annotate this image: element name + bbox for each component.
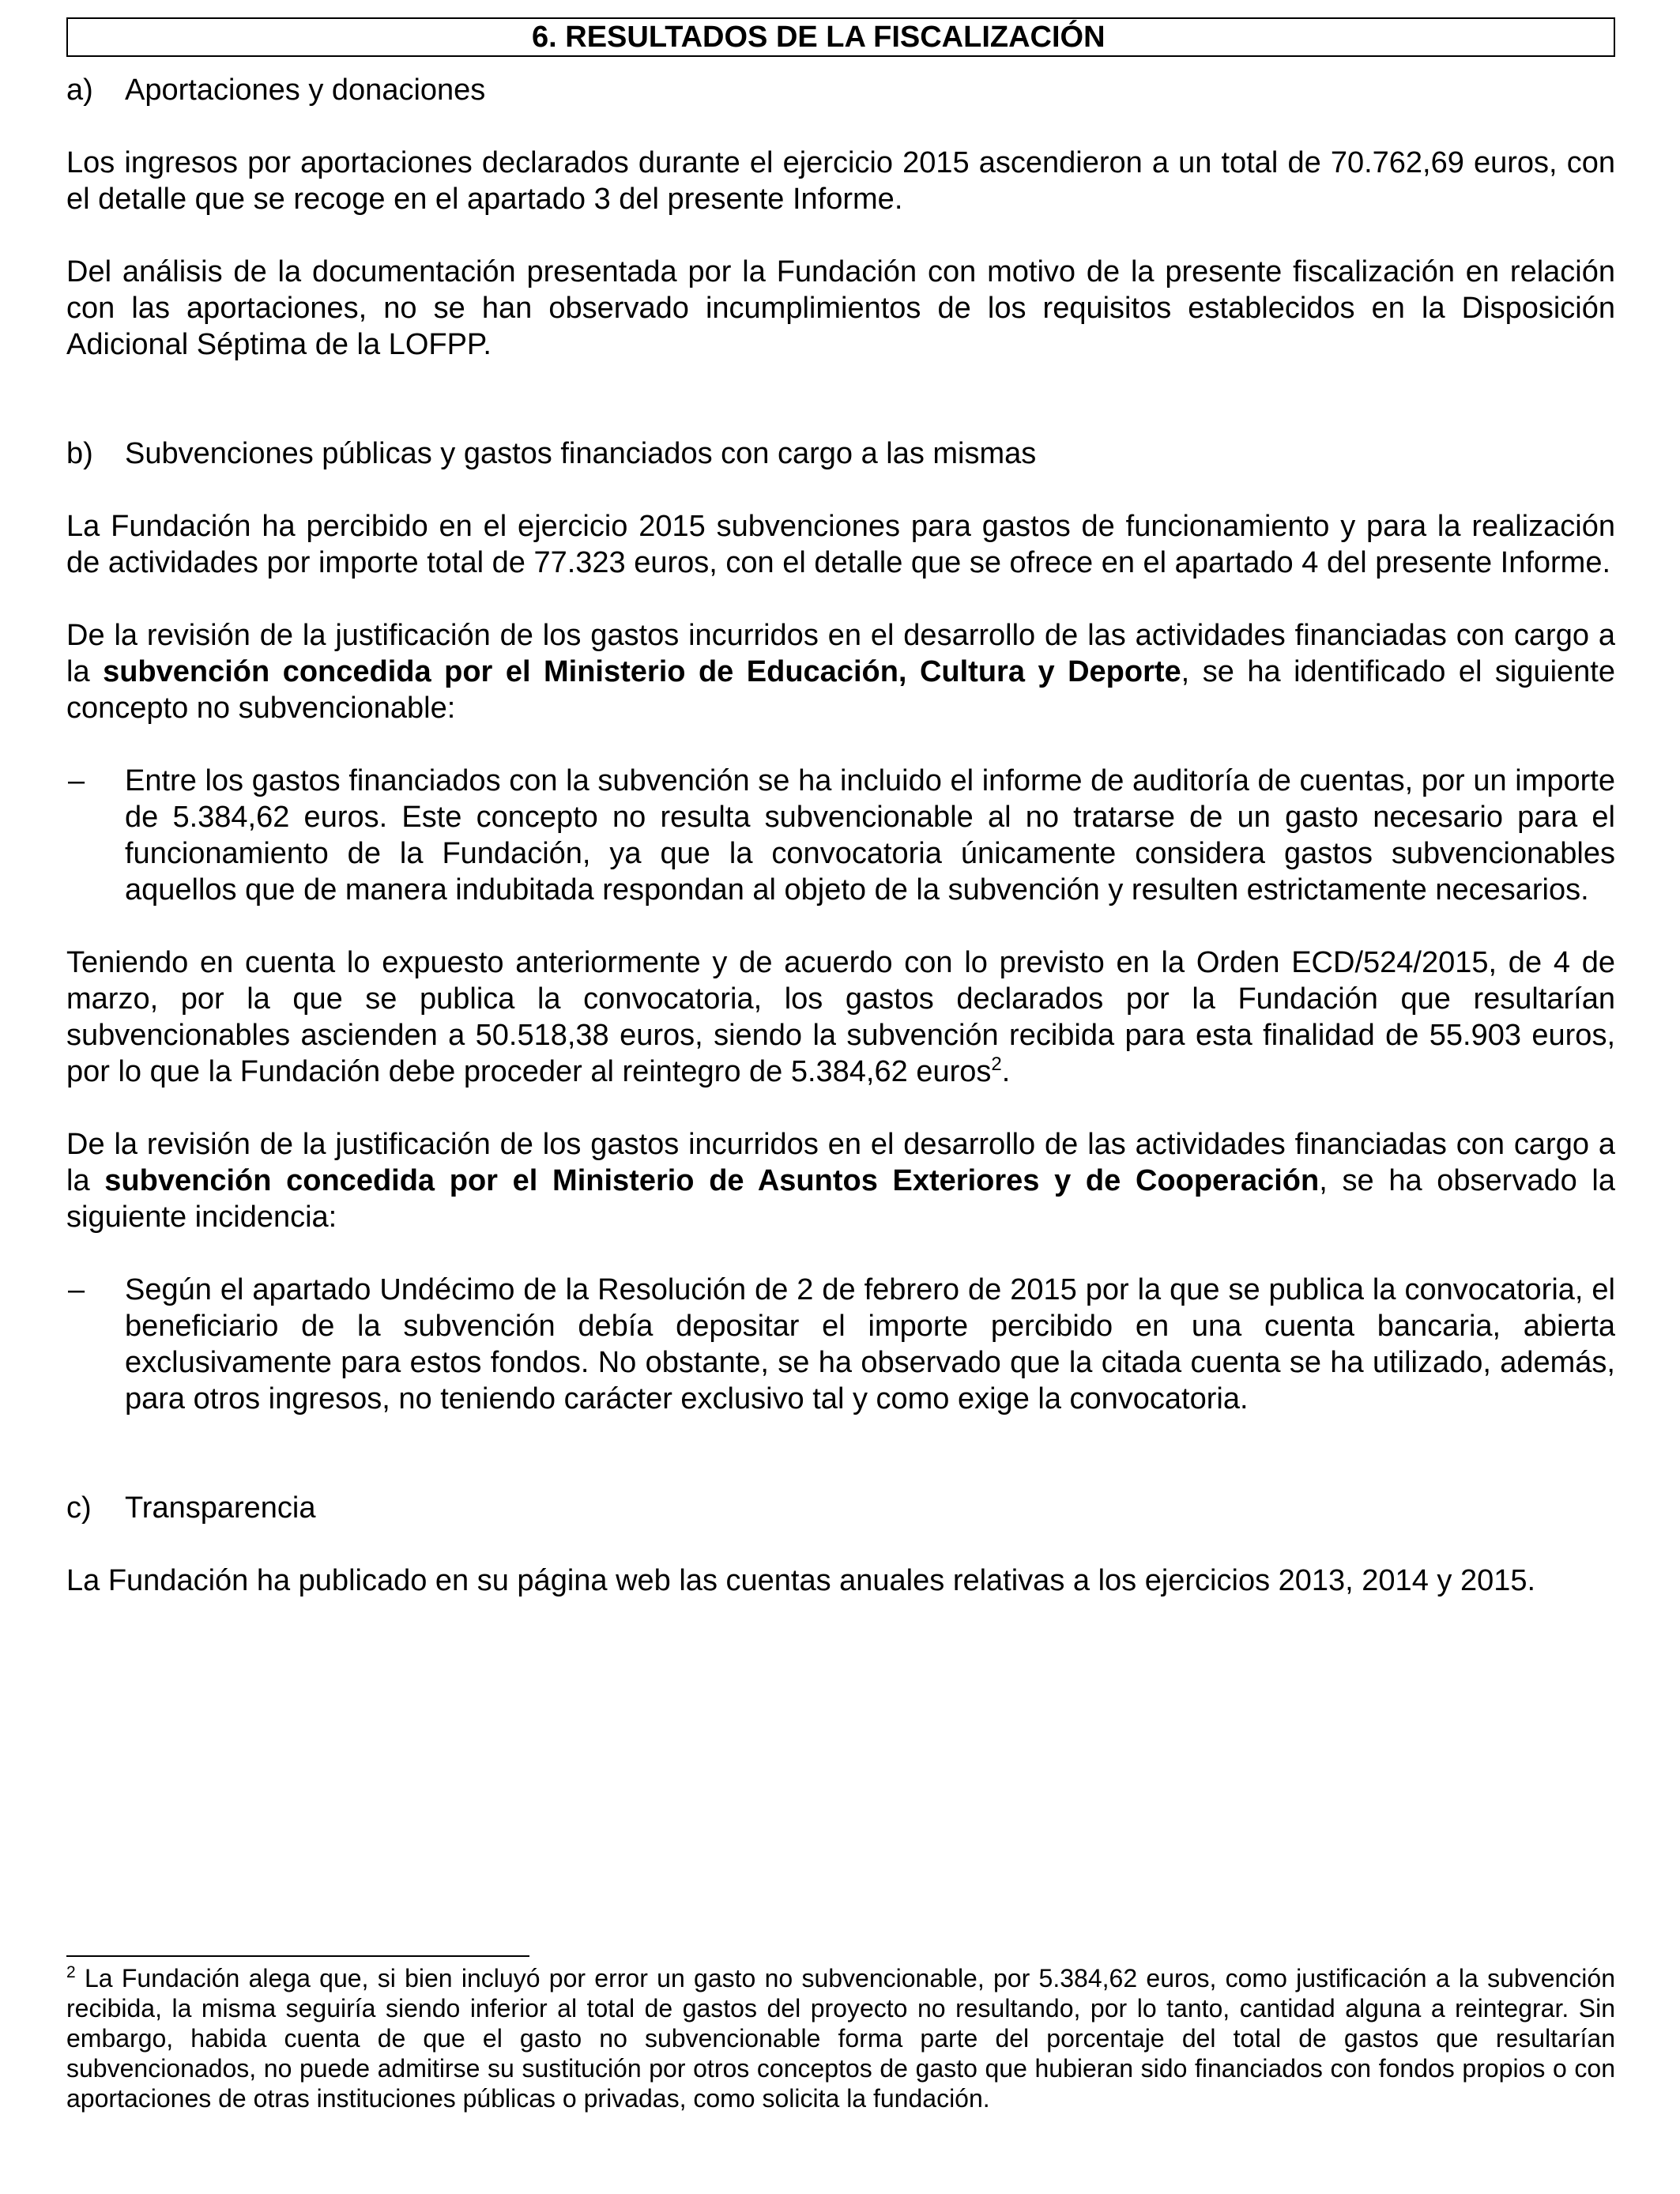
heading-a <box>66 72 1615 108</box>
paragraph-b2-start: De la revisión de la justificación de los gastos incurridos en el desarrollo de las actividades financiadas con cargo a la <box>66 619 1615 688</box>
heading-c-letter: c) <box>66 1491 92 1525</box>
paragraph-b2-end: , se ha identificado el siguiente concepto no subvencionable: <box>66 655 1615 725</box>
heading-c <box>66 1490 1615 1526</box>
bullet-text-1: Entre los gastos financiados con la subvención se ha incluido el informe de auditoría de cuentas, por un importe de 5.384,62 euros. Este concepto no resulta subvencionable al no tratarse de un gasto necesario para el funcionamiento de la Fundación, ya que la convocatoria únicamente considera gastos subvencionables aquellos que de manera indubitada respondan al objeto de la subvención y resulten estrictamente necesarios. <box>125 764 1615 907</box>
heading-b-text: Subvenciones públicas y gastos financiados con cargo a las mismas <box>125 437 1037 470</box>
bullet-dash: – <box>68 764 85 797</box>
heading-b-letter: b) <box>66 437 93 470</box>
bullet-item-2 <box>66 1272 1615 1417</box>
footnote-separator <box>66 1955 529 1957</box>
paragraph-c1: La Fundación ha publicado en su página web las cuentas anuales relativas a los ejercicios 2013, 2014 y 2015. <box>66 1564 1536 1597</box>
footnote-text: La Fundación alega que, si bien incluyó por error un gasto no subvencionable, por 5.384,62 euros, como justificación a la subvención recibida, la misma seguiría siendo inferior al total de gastos del proyecto no resultando, por lo tanto, cantidad alguna a reintegrar. Sin embargo, habida cuenta de que el gasto no subvencionable forma parte del porcentaje del total de gastos que resultarían subvencionados, no puede admitirse su sustitución por otros conceptos de gasto que hubieran sido financiados con fondos propios o con aportaciones de otras instituciones públicas o privadas, como solicita la fundación. <box>66 1964 1615 2113</box>
footnote-reference: 2 <box>991 1054 1002 1075</box>
bullet-text-2: Según el apartado Undécimo de la Resolución de 2 de febrero de 2015 por la que se publica la convocatoria, el beneficiario de la subvención debía depositar el importe percibido en una cuenta bancaria, abierta exclusivamente para estos fondos. No obstante, se ha observado que la citada cuenta se ha utilizado, además, para otros ingresos, no teniendo carácter exclusivo tal y como exige la convocatoria. <box>125 1273 1615 1416</box>
paragraph-b4-end: , se ha observado la siguiente incidencia: <box>66 1164 1616 1234</box>
document-body <box>66 72 1615 1599</box>
section-title: 6. RESULTADOS DE LA FISCALIZACIÓN <box>532 21 1106 54</box>
heading-c-text: Transparencia <box>125 1491 316 1525</box>
paragraph-b4-start: De la revisión de la justificación de los gastos incurridos en el desarrollo de las actividades financiadas con cargo a la <box>66 1128 1615 1197</box>
paragraph-a1: Los ingresos por aportaciones declarados durante el ejercicio 2015 ascendieron a un total de 70.762,69 euros, con el detalle que se recoge en el apartado 3 del presente Informe. <box>66 146 1615 216</box>
heading-a-letter: a) <box>66 74 93 107</box>
footnote-number: 2 <box>66 1963 76 1981</box>
paragraph-a2: Del análisis de la documentación presentada por la Fundación con motivo de la presente fiscalización en relación con las aportaciones, no se han observado incumplimientos de los requisitos establecidos en la Disposición Adicional Séptima de la LOFPP. <box>66 255 1615 361</box>
paragraph-b4-bold: subvención concedida por el Ministerio de Asuntos Exteriores y de Cooperación <box>104 1164 1320 1197</box>
paragraph-b2 <box>66 617 1615 726</box>
paragraph-b3 <box>66 944 1615 1090</box>
section-title-box <box>66 17 1615 57</box>
paragraph-b3-text: Teniendo en cuenta lo expuesto anteriormente y de acuerdo con lo previsto en la Orden ECD/524/2015, de 4 de marzo, por la que se publica la convocatoria, los gastos declarados por la Fundación que resultarían subvencionables ascienden a 50.518,38 euros, siendo la subvención recibida para esta finalidad de 55.903 euros, por lo que la Fundación debe proceder al reintegro de 5.384,62 euros <box>66 946 1615 1088</box>
bullet-dash: – <box>68 1273 85 1306</box>
paragraph-b3-end: . <box>1001 1055 1011 1088</box>
heading-b <box>66 435 1615 472</box>
bullet-item-1 <box>66 763 1615 908</box>
paragraph-b2-bold: subvención concedida por el Ministerio de Educación, Cultura y Deporte <box>103 655 1181 688</box>
document-page <box>66 17 1615 1599</box>
paragraph-b1: La Fundación ha percibido en el ejercicio 2015 subvenciones para gastos de funcionamiento y para la realización de actividades por importe total de 77.323 euros, con el detalle que se ofrece en el apartado 4 del presente Informe. <box>66 510 1615 579</box>
heading-a-text: Aportaciones y donaciones <box>125 74 486 107</box>
paragraph-b4 <box>66 1126 1615 1235</box>
footnote <box>66 1963 1615 2113</box>
